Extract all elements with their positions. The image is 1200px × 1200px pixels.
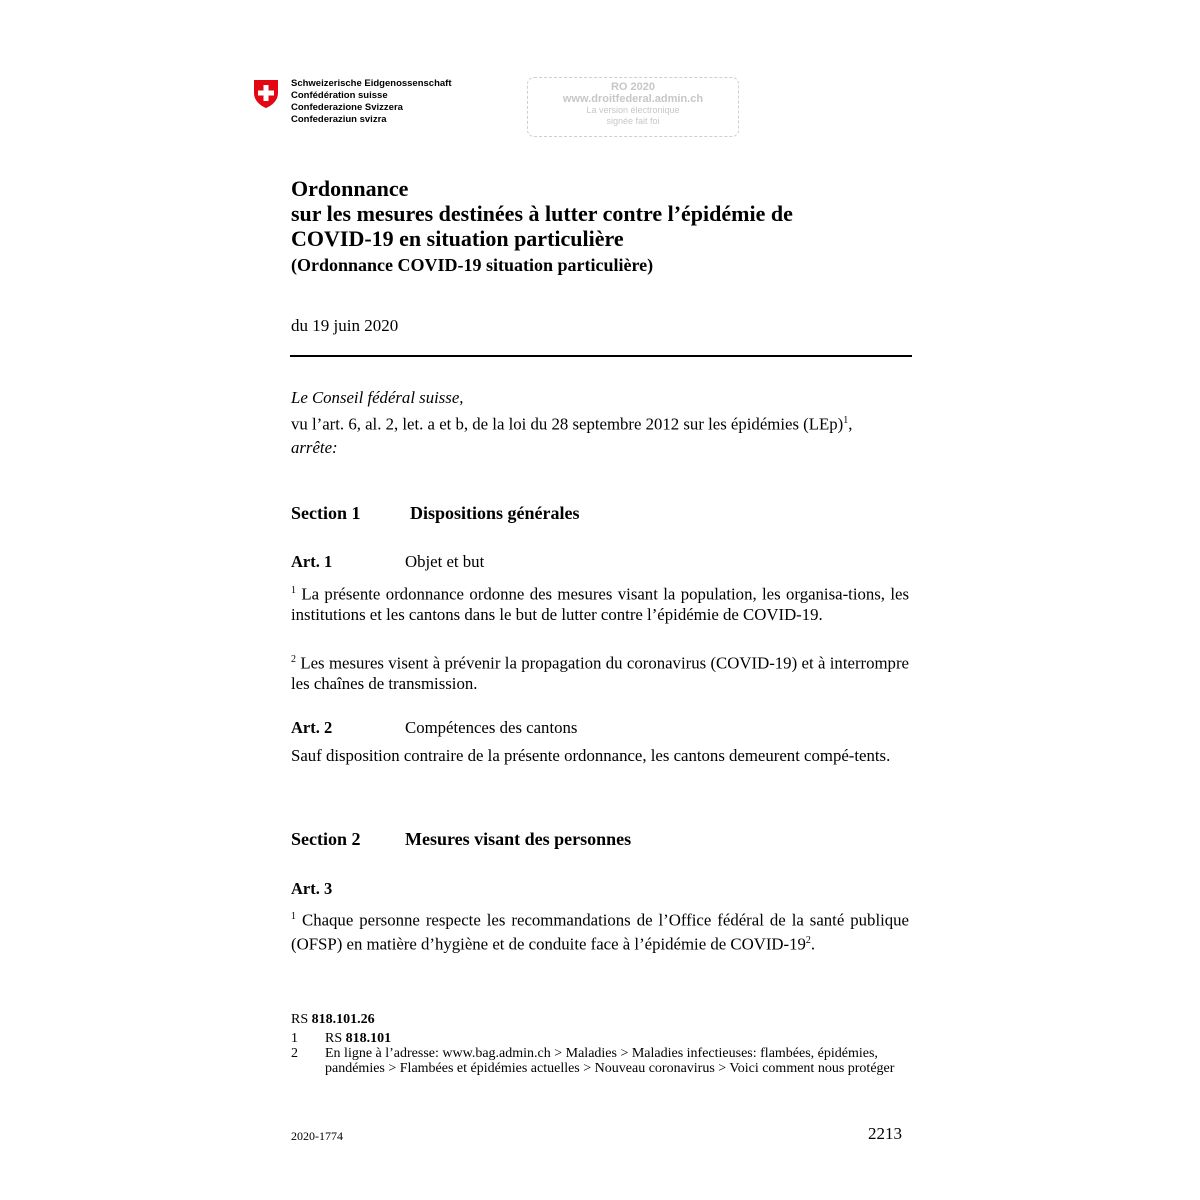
art-1-title: Objet et but <box>405 552 485 571</box>
section-2-title: Mesures visant des personnes <box>405 829 632 849</box>
document-title: Ordonnance sur les mesures destinées à lutter contre l’épidémie de COVID-19 en situation particulière <box>291 176 793 251</box>
confederation-name: Schweizerische Eidgenossenschaft Confédération suisse Confederazione Svizzera Confederaziun svizra <box>291 78 452 125</box>
art-2-number: Art. 2 <box>291 718 333 737</box>
footnote-2-number: 2 <box>291 1046 298 1061</box>
swiss-coat-of-arms-icon <box>253 79 279 109</box>
ro-stamp: RO 2020 www.droitfederal.admin.ch La version électronique signée fait foi <box>527 77 739 137</box>
rs-number: RS 818.101.26 <box>291 1012 375 1027</box>
art-2-paragraph: Sauf disposition contraire de la présente ordonnance, les cantons demeurent compé-tents. <box>291 746 891 765</box>
section-2-number: Section 2 <box>291 829 361 849</box>
document-id: 2020-1774 <box>291 1129 343 1143</box>
art-1-paragraph-2: $^2$ Les mesures visent à prévenir la propagation du coronavirus (COVID-19) et à interrompre les chaînes de transmission. <box>291 653 909 693</box>
art-3-paragraph-1: $^1$ Chaque personne respecte les recommandations de l’Office fédéral de la santé publique (OFSP) en matière d’hygiène et de conduite face à l’épidémie de COVID-$19^2$. <box>291 910 909 954</box>
art-1-number: Art. 1 <box>291 552 333 571</box>
art-1-paragraph-1: $^1$ La présente ordonnance ordonne des mesures visant la population, les organisa-tions, les institutions et les cantons dans le but de lutter contre l’épidémie de COVID-19. <box>291 584 909 624</box>
preamble: Le Conseil fédéral suisse, vu l’art. 6, al. 2, let. a et b, de la loi du 28 septembre 2012 sur les épidémies (LEp)$^1$, arrête: <box>291 388 853 457</box>
qr-code <box>820 77 907 164</box>
title-divider <box>290 355 912 357</box>
footnote-2: En ligne à l’adresse: www.bag.admin.ch > Maladies > Maladies infectieuses: flambées, épidémies, pandémies > Flambées et épidémies actuelles > Nouveau coronavirus > Voici comment nous protéger <box>325 1046 895 1076</box>
footnote-1-number: 1 <box>291 1031 298 1046</box>
document-date: du 19 juin 2020 <box>291 316 399 335</box>
art-2-title: Compétences des cantons <box>405 718 578 737</box>
section-1-number: Section 1 <box>291 503 361 523</box>
section-1-title: Dispositions générales <box>410 503 580 523</box>
art-3-number: Art. 3 <box>291 879 333 898</box>
page-number: 2213 <box>868 1124 902 1143</box>
footnote-1: RS 818.101 <box>325 1031 392 1046</box>
short-title: (Ordonnance COVID-19 situation particulière) <box>291 255 654 275</box>
